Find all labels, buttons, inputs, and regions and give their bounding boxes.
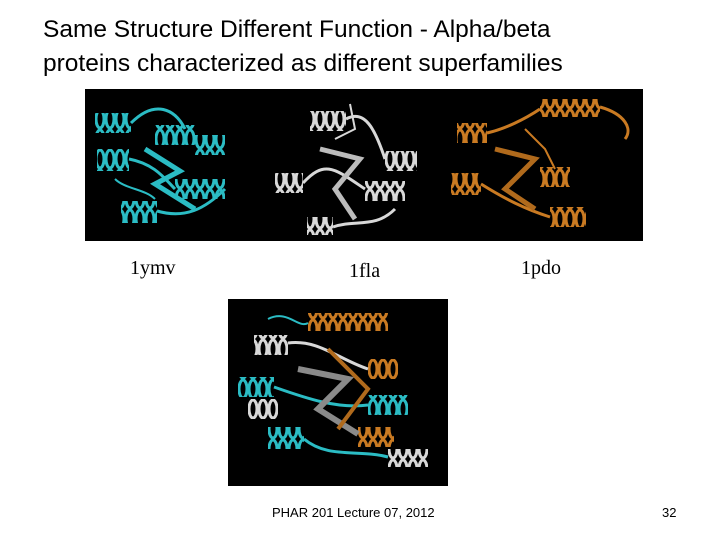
- label-1fla: 1fla: [349, 260, 381, 282]
- page-number: 32: [662, 505, 677, 520]
- label-1ymv: 1ymv: [130, 257, 176, 279]
- protein-structure-1pdo: [451, 99, 628, 227]
- protein-overlay: [228, 299, 448, 486]
- protein-structure-1fla: [275, 104, 417, 235]
- footer-text: PHAR 201 Lecture 07, 2012: [272, 505, 435, 520]
- label-1pdo: 1pdo: [521, 257, 561, 279]
- title-line-1: Same Structure Different Function - Alpha/beta: [43, 16, 551, 43]
- protein-structure-1ymv: [95, 109, 225, 223]
- protein-structures-panel: [85, 89, 643, 241]
- title-line-2: proteins characterized as different superfamilies: [43, 50, 563, 77]
- slide-title: [43, 13, 693, 81]
